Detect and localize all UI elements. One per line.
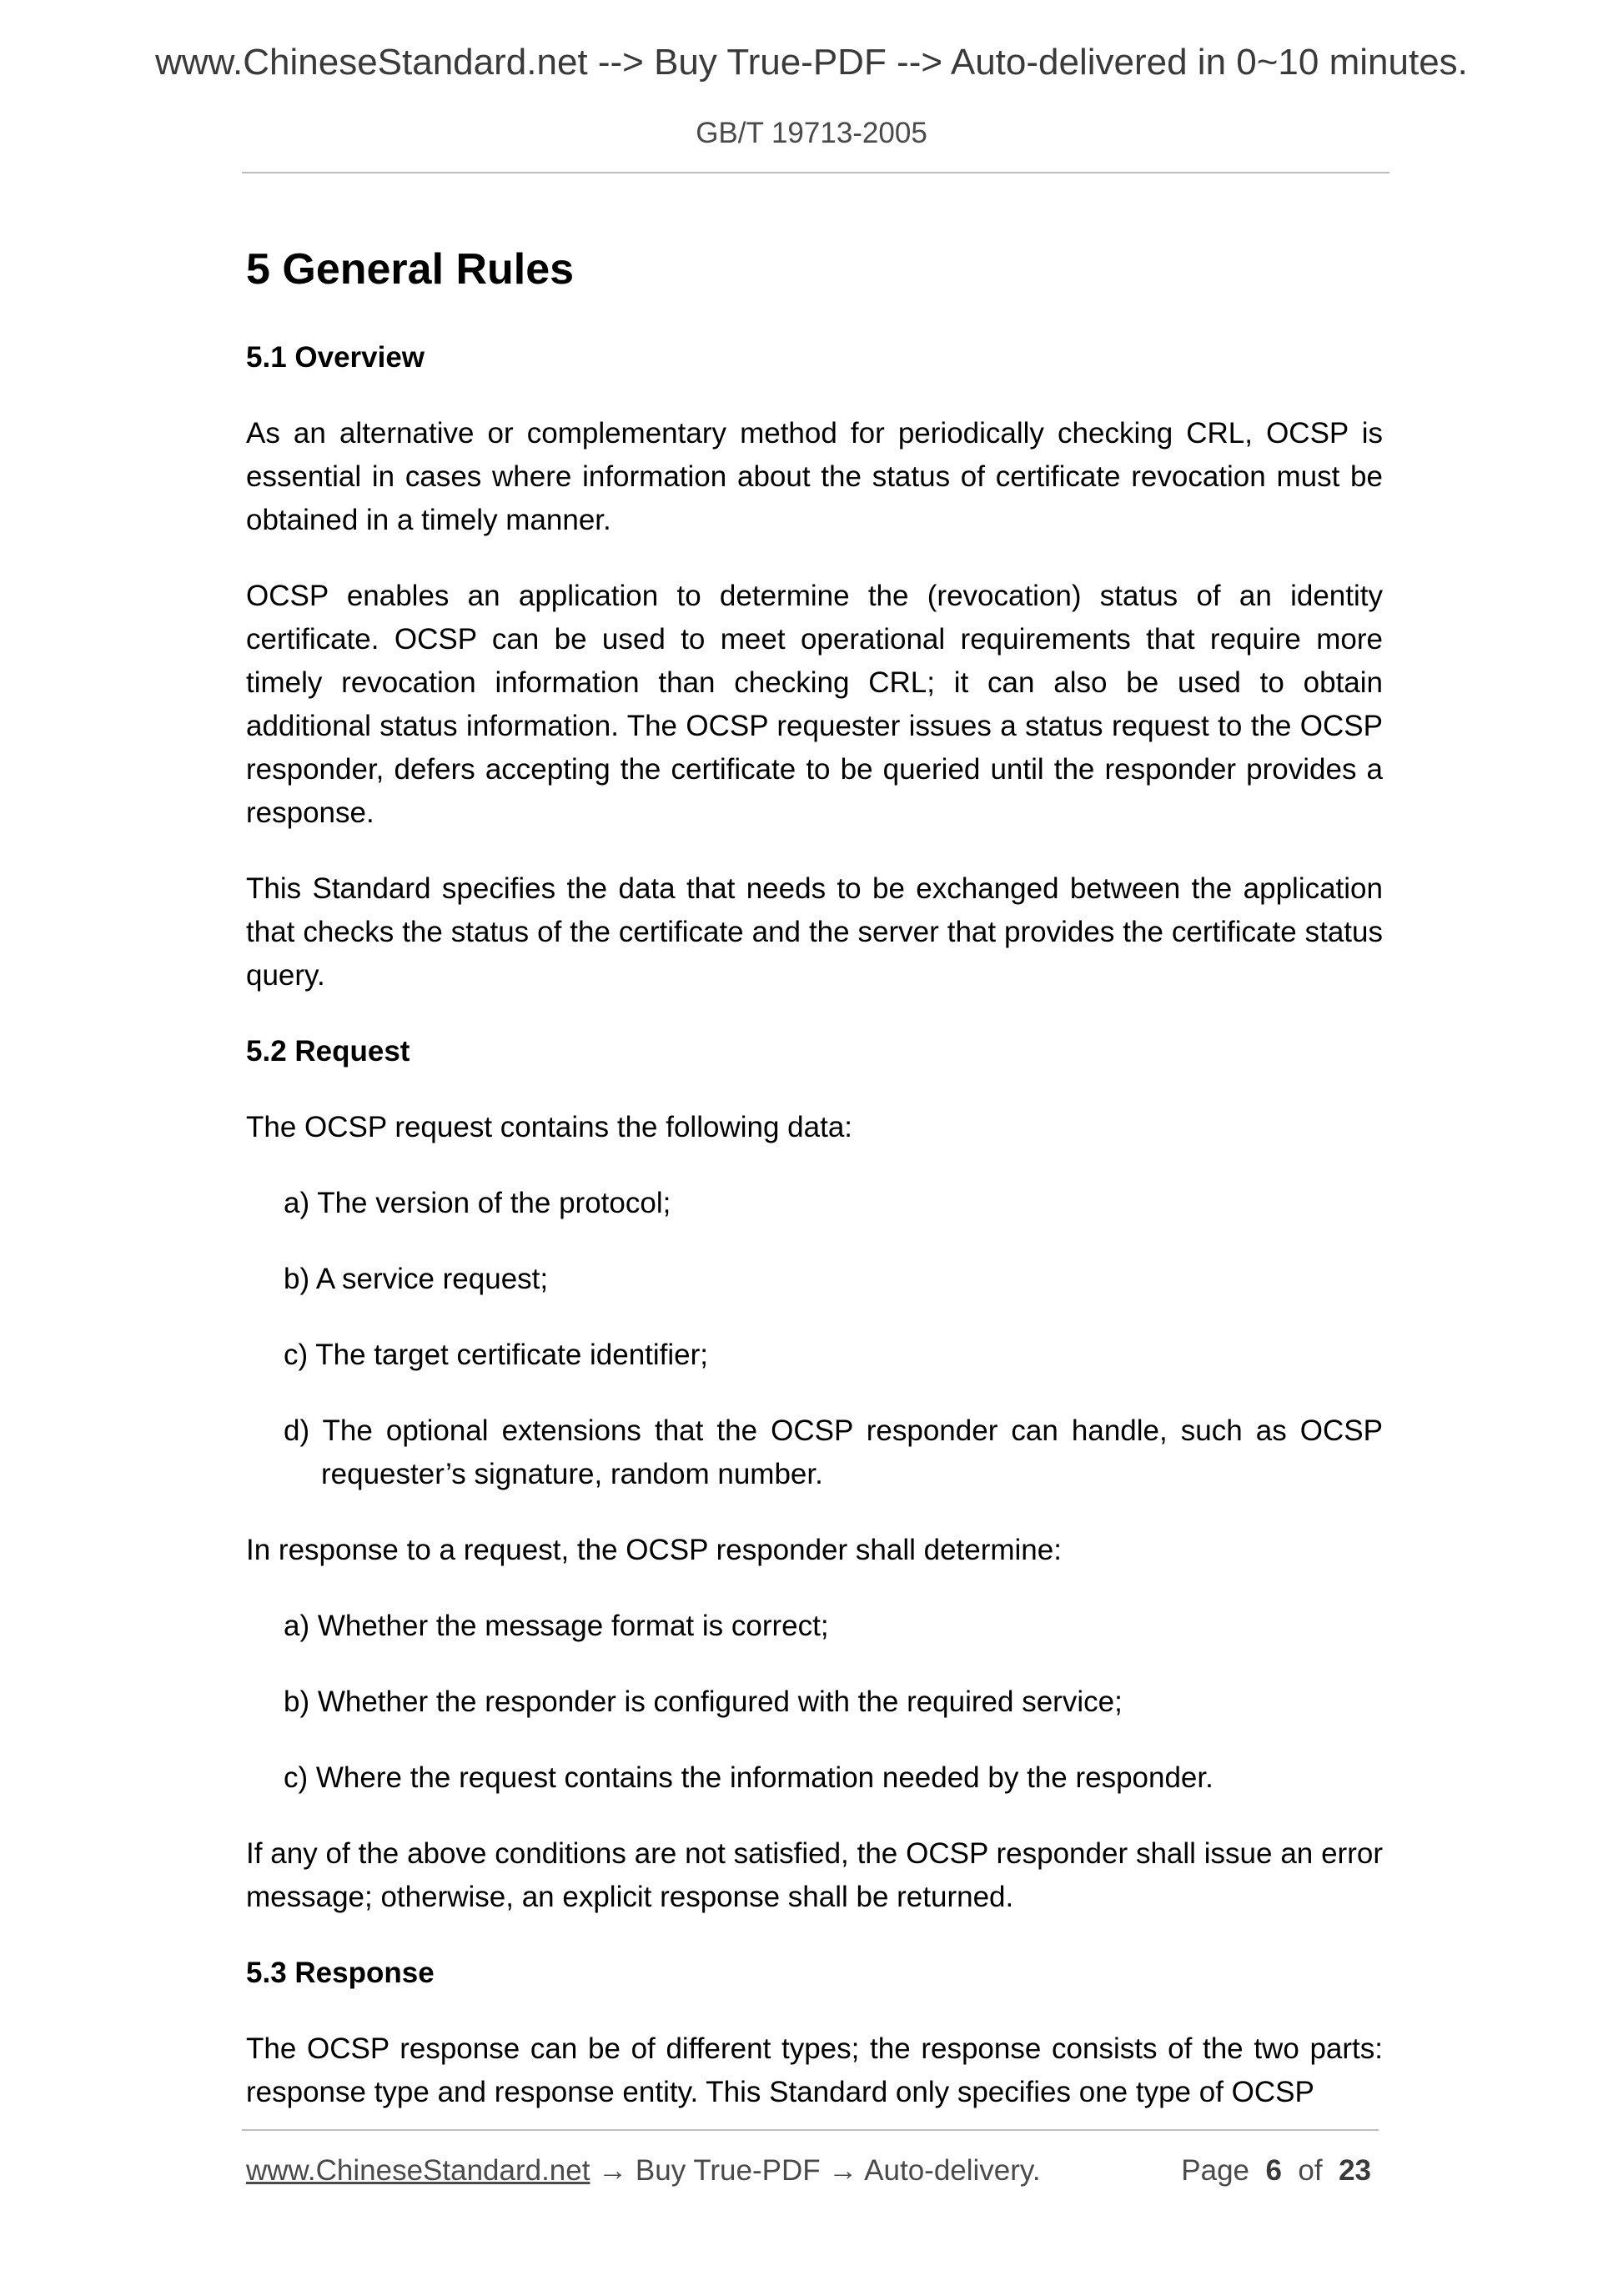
- header-divider: [242, 172, 1389, 173]
- overview-paragraph-3: This Standard specifies the data that needs to be exchanged between the application that checks the status of the certificate and the server that provides the certificate status query.: [246, 872, 1383, 992]
- page-total: 23: [1339, 2154, 1371, 2187]
- overview-paragraph-1: As an alternative or complementary method for periodically checking CRL, OCSP is essential in cases where information about the status of certificate revocation must be obtained in a timely manner.: [246, 417, 1383, 536]
- condition-item-c: c) Where the request contains the information needed by the responder.: [284, 1761, 1213, 1794]
- determine-intro: In response to a request, the OCSP responder shall determine:: [246, 1534, 1062, 1566]
- footer-site-link[interactable]: www.ChineseStandard.net: [246, 2154, 590, 2187]
- of-label: of: [1298, 2154, 1323, 2187]
- response-paragraph-1: The OCSP response can be of different types; the response consists of the two parts: response type and response entity. This Standard only specifies one type of OCSP: [246, 2032, 1383, 2108]
- condition-item-b: b) Whether the responder is configured with the required service;: [284, 1686, 1123, 1718]
- request-conclusion: If any of the above conditions are not satisfied, the OCSP responder shall issue an error message; otherwise, an explicit response shall be returned.: [246, 1837, 1383, 1913]
- section-5-1-heading: 5.1 Overview: [246, 341, 425, 374]
- page-label: Page: [1181, 2154, 1250, 2187]
- request-item-d: d) The optional extensions that the OCSP responder can handle, such as OCSP requester’s signature, random number.: [284, 1414, 1383, 1490]
- site-banner: www.ChineseStandard.net --> Buy True-PDF --> Auto-delivered in 0~10 minutes.: [155, 42, 1468, 83]
- footer-divider: [242, 2129, 1379, 2131]
- request-intro: The OCSP request contains the following data:: [246, 1111, 853, 1143]
- page-number: [1181, 2154, 1371, 2188]
- section-5-3-heading: 5.3 Response: [246, 1957, 435, 1989]
- standard-code: GB/T 19713-2005: [696, 117, 927, 149]
- request-item-a: a) The version of the protocol;: [284, 1187, 671, 1219]
- condition-item-a: a) Whether the message format is correct;: [284, 1610, 829, 1642]
- section-5-title: 5 General Rules: [246, 245, 575, 294]
- request-item-c: c) The target certificate identifier;: [284, 1339, 709, 1371]
- overview-paragraph-2: OCSP enables an application to determine the (revocation) status of an identity certificate. OCSP can be used to meet operational requirements that require more timely revocation information than checking CRL; it can also be used to obtain additional status information. The OCSP requester issues a status request to the OCSP responder, defers accepting the certificate to be queried until the responder provides a response.: [246, 580, 1383, 829]
- request-item-b: b) A service request;: [284, 1263, 549, 1295]
- page-current: 6: [1265, 2154, 1282, 2187]
- document-body: [246, 234, 1383, 2147]
- footer-promo-text: → Buy True-PDF → Auto-delivery.: [590, 2154, 1041, 2187]
- footer-promo: [246, 2154, 1041, 2188]
- section-5-2-heading: 5.2 Request: [246, 1035, 410, 1068]
